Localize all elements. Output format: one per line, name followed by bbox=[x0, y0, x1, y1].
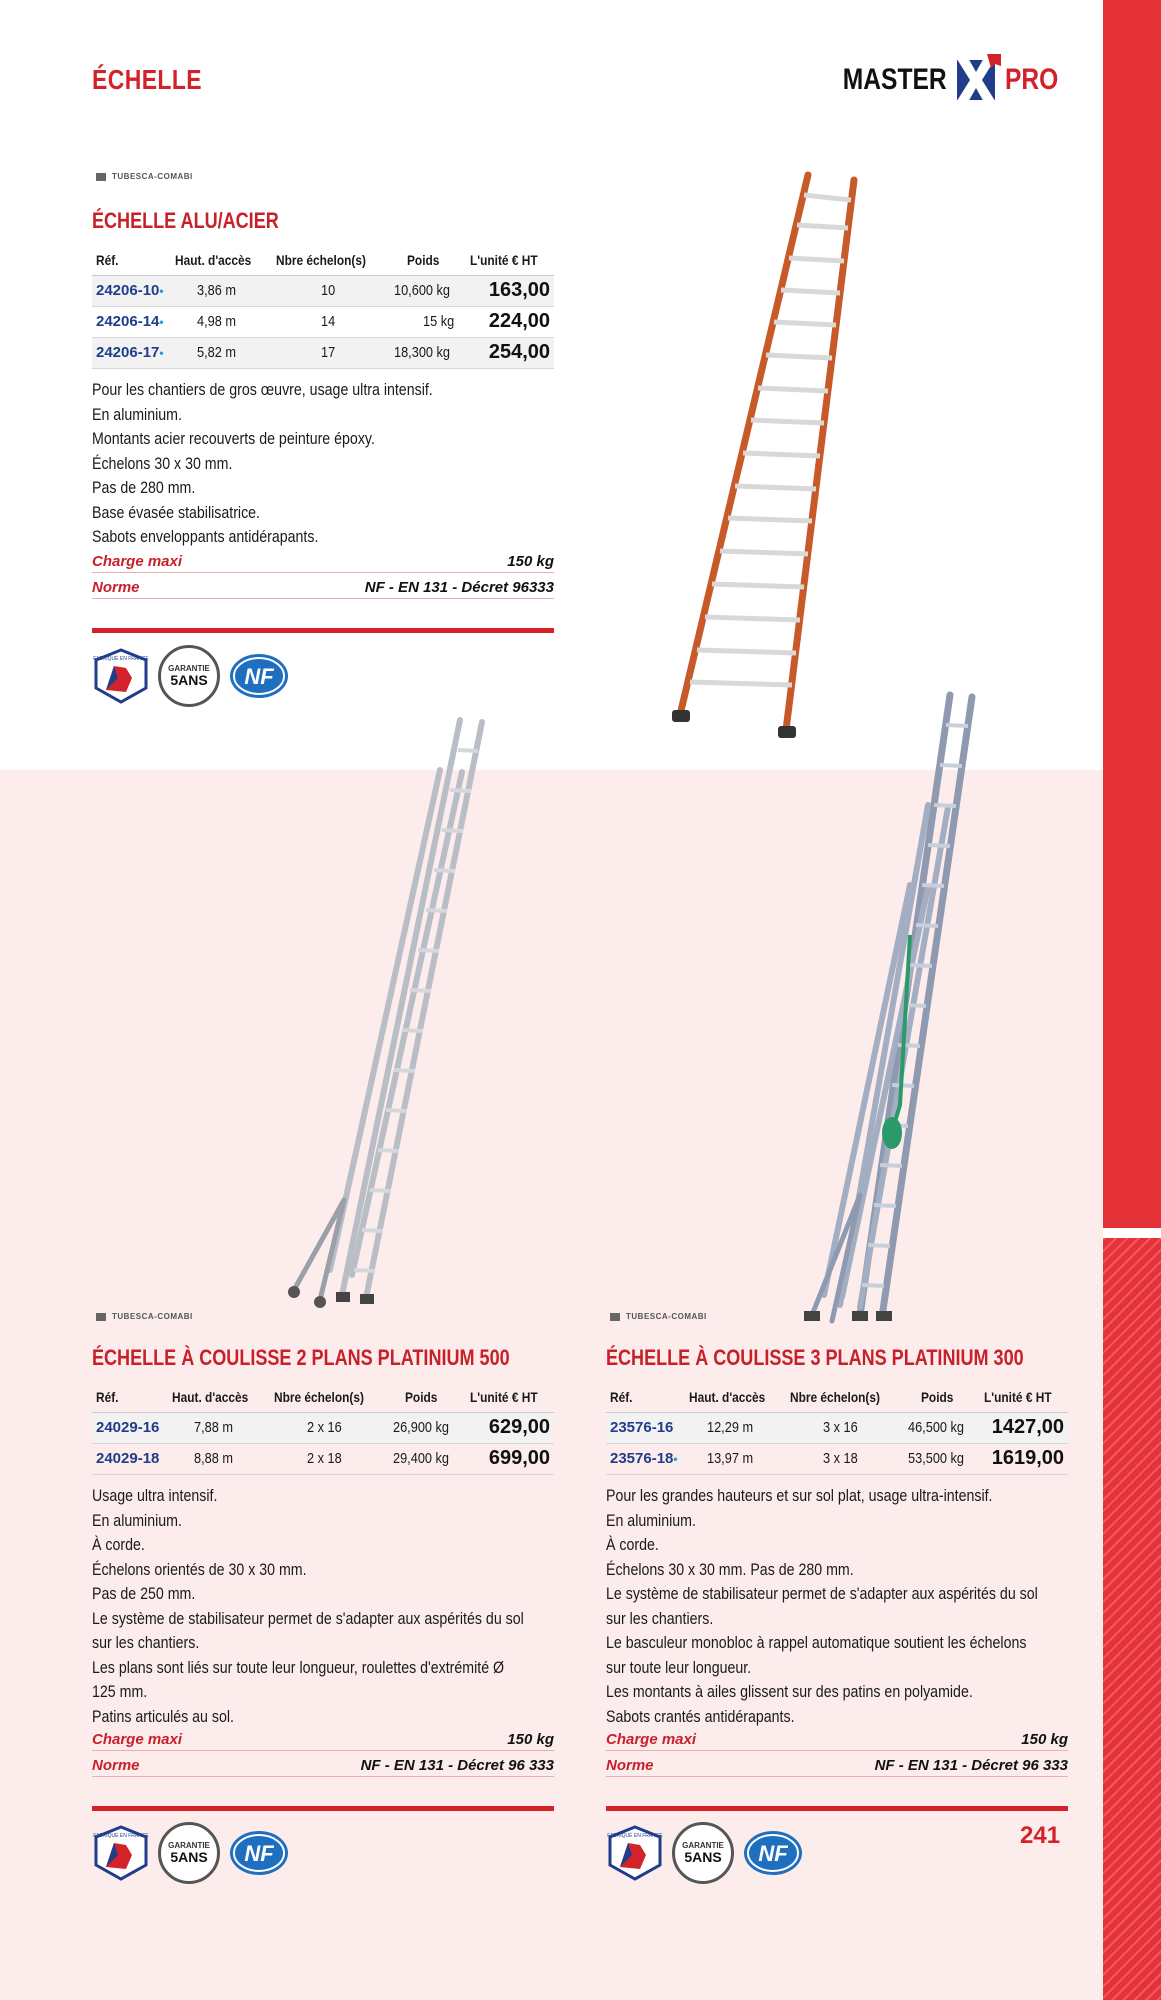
col-ref: Réf. bbox=[92, 245, 170, 275]
ladder-3-plans-image bbox=[760, 685, 1000, 1325]
supplier-mark-icon bbox=[96, 1313, 106, 1321]
product-description: Pour les grandes hauteurs et sur sol plat, usage ultra-intensif. En aluminium. À corde. Échelons 30 x 30 mm. Pas de 280 mm. Le système de stabilisateur permet de s'adapter aux aspérités du sol sur les chantiers. Le basculeur monobloc à rappel automatique soutient les échelons sur toute leur longueur. Les montants à ailes glissent sur des patins en polyamide. Sabots crantés antidérapants. bbox=[606, 1487, 1038, 1726]
charge-line: Charge maxi 150 kg bbox=[92, 553, 554, 573]
page-number: 241 bbox=[1020, 1822, 1061, 1849]
nf-certification-icon bbox=[742, 1828, 804, 1878]
section-divider bbox=[606, 1806, 1068, 1811]
table-row: 24206-14• 4,98 m 14 15 kg 224,00 bbox=[92, 306, 554, 337]
table-header-row: Réf. Haut. d'accès Nbre échelon(s) Poids L'unité € HT bbox=[606, 1382, 1068, 1412]
product-description: Usage ultra intensif. En aluminium. À corde. Échelons orientés de 30 x 30 mm. Pas de 250 mm. Le système de stabilisateur permet de s'adapter aux aspérités du sol sur les chantiers. Les plans sont liés sur toute leur longueur, roulettes d'extrémité Ø 125 mm. Patins articulés au sol. bbox=[92, 1487, 524, 1726]
product-title: ÉCHELLE À COULISSE 2 PLANS PLATINIUM 500 bbox=[92, 1345, 510, 1370]
product-description: Pour les chantiers de gros œuvre, usage ultra intensif. En aluminium. Montants acier recouverts de peinture époxy. Échelons 30 x 30 mm. Pas de 280 mm. Base évasée stabilisatrice. Sabots enveloppants antidérapants. bbox=[92, 381, 433, 546]
section-divider bbox=[92, 628, 554, 633]
guarantee-badge: GARANTIE 5ANS bbox=[672, 1822, 734, 1884]
section-divider bbox=[92, 1806, 554, 1811]
table-header-row: Réf. Haut. d'accès Nbre échelon(s) Poids L'unité € HT bbox=[92, 1382, 554, 1412]
col-rungs: Nbre échelon(s) bbox=[270, 245, 387, 275]
table-row: 24029-16 7,88 m 2 x 16 26,900 kg 629,00 bbox=[92, 1412, 554, 1443]
spec-table bbox=[606, 1382, 1068, 1475]
masterpro-star-icon bbox=[951, 54, 1001, 106]
col-weight: Poids bbox=[388, 245, 464, 275]
table-header-row bbox=[92, 245, 554, 275]
brand-master-text: MASTER bbox=[842, 63, 947, 96]
table-row: 24206-10• 3,86 m 10 10,600 kg 163,00 bbox=[92, 275, 554, 306]
norme-line: Norme NF - EN 131 - Décret 96 333 bbox=[606, 1757, 1068, 1777]
guarantee-badge: GARANTIE 5ANS bbox=[158, 645, 220, 707]
product-title: ÉCHELLE ALU/ACIER bbox=[92, 208, 279, 233]
page-edge-pattern bbox=[1103, 1230, 1161, 2000]
svg-text:FABRIQUÉ EN FRANCE: FABRIQUÉ EN FRANCE bbox=[93, 1833, 149, 1839]
badge-row bbox=[92, 1822, 290, 1884]
charge-line: Charge maxi 150 kg bbox=[606, 1731, 1068, 1751]
svg-text:NF: NF bbox=[758, 1841, 788, 1866]
supplier-mark-icon bbox=[610, 1313, 620, 1321]
svg-text:NF: NF bbox=[244, 1841, 274, 1866]
table-row: 24206-17• 5,82 m 17 18,300 kg 254,00 bbox=[92, 337, 554, 368]
ladder-alu-acier-image bbox=[668, 170, 868, 745]
supplier-logo: TUBESCA-COMABI bbox=[610, 1312, 707, 1321]
norme-line: Norme NF - EN 131 - Décret 96333 bbox=[92, 579, 554, 599]
brand-logo bbox=[820, 52, 1070, 108]
badge-row bbox=[92, 645, 290, 707]
col-height: Haut. d'accès bbox=[170, 245, 271, 275]
table-row: 23576-16 12,29 m 3 x 16 46,500 kg 1427,00 bbox=[606, 1412, 1068, 1443]
badge-row bbox=[606, 1822, 804, 1884]
table-row: 24029-18 8,88 m 2 x 18 29,400 kg 699,00 bbox=[92, 1443, 554, 1474]
made-in-france-icon bbox=[606, 1825, 664, 1881]
brand-pro-text: PRO bbox=[1004, 63, 1058, 96]
norme-line: Norme NF - EN 131 - Décret 96 333 bbox=[92, 1757, 554, 1777]
spec-table bbox=[92, 245, 554, 369]
nf-certification-icon bbox=[228, 1828, 290, 1878]
made-in-france-icon bbox=[92, 648, 150, 704]
supplier-mark-icon bbox=[96, 173, 106, 181]
svg-text:FABRIQUÉ EN FRANCE: FABRIQUÉ EN FRANCE bbox=[93, 656, 149, 662]
page-edge-tab bbox=[1103, 1228, 1161, 1238]
spec-table bbox=[92, 1382, 554, 1475]
col-price: L'unité € HT bbox=[464, 245, 554, 275]
nf-certification-icon bbox=[228, 651, 290, 701]
charge-line: Charge maxi 150 kg bbox=[92, 1731, 554, 1751]
svg-text:FABRIQUÉ EN FRANCE: FABRIQUÉ EN FRANCE bbox=[607, 1833, 663, 1839]
ladder-2-plans-image bbox=[280, 710, 500, 1310]
table-row: 23576-18• 13,97 m 3 x 18 53,500 kg 1619,00 bbox=[606, 1443, 1068, 1474]
supplier-logo: TUBESCA-COMABI bbox=[96, 172, 193, 181]
guarantee-badge: GARANTIE 5ANS bbox=[158, 1822, 220, 1884]
page-title: ÉCHELLE bbox=[92, 64, 203, 95]
supplier-logo: TUBESCA-COMABI bbox=[96, 1312, 193, 1321]
svg-text:NF: NF bbox=[244, 664, 274, 689]
product-title: ÉCHELLE À COULISSE 3 PLANS PLATINIUM 300 bbox=[606, 1345, 1024, 1370]
made-in-france-icon bbox=[92, 1825, 150, 1881]
